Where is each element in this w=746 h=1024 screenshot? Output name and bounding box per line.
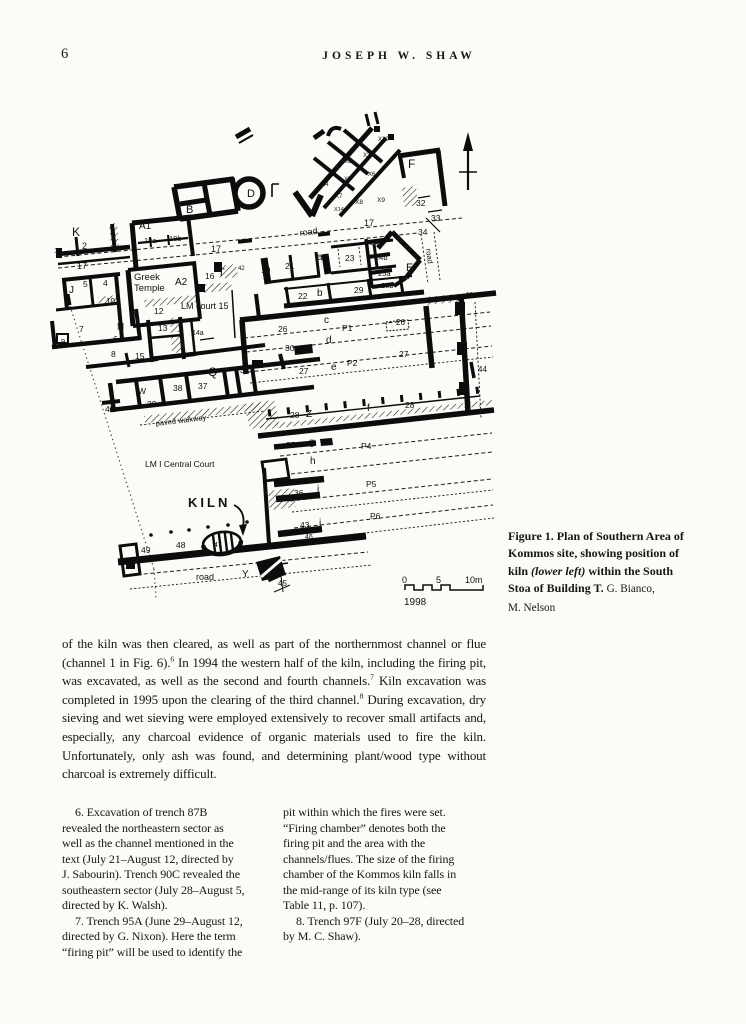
- plan-label: 34: [418, 227, 428, 237]
- plan-label: 18b: [169, 234, 182, 243]
- plan-label: h: [310, 456, 316, 467]
- plan-label: 27: [399, 349, 409, 359]
- plan-label: 31: [240, 365, 250, 375]
- plan-label: 33: [431, 213, 441, 223]
- plan-label: J: [69, 285, 74, 296]
- plan-label: 1998: [404, 597, 427, 608]
- plan-label: 10: [106, 297, 115, 306]
- north-arrow-icon: [459, 132, 477, 190]
- footnote-column-left: [62, 805, 283, 960]
- plan-label: 37: [198, 381, 208, 391]
- kiln-arrow: [234, 505, 244, 527]
- footnote-line: pit within which the fires were set.: [283, 805, 446, 819]
- body-text: In 1994 the western half of the kiln, including the firing pit, was excavated, as well as the second and fourth channels.: [62, 654, 487, 689]
- plan-label: 29: [354, 285, 364, 295]
- plan-labels: [54, 137, 487, 608]
- footnote-line: J. Sabourin). Trench 90C revealed the: [62, 867, 240, 881]
- plan-label: 5: [83, 279, 88, 289]
- plan-label: 24b: [375, 253, 388, 262]
- plan-label: D: [247, 188, 255, 200]
- footnote-ref: 7: [370, 672, 375, 682]
- footnote-line: directed by G. Nixon). Here the term: [62, 929, 236, 943]
- plan-label: 3: [111, 233, 116, 242]
- plan-label: 16: [205, 271, 215, 281]
- page-number: 6: [61, 46, 69, 62]
- plan-label: c: [324, 315, 329, 326]
- plan-label: 13: [158, 323, 168, 333]
- plan-label: P1: [342, 323, 353, 333]
- plan-label: 44: [478, 365, 487, 374]
- plan-label: 49: [141, 545, 151, 555]
- plan-label: 24a: [370, 238, 383, 247]
- plan-label: LM I Central Court: [145, 459, 215, 469]
- plan-label: 18a: [144, 236, 157, 245]
- plan-label: 25b: [381, 281, 394, 290]
- plan-label: 10m: [465, 575, 483, 585]
- plan-label: 46: [305, 534, 313, 541]
- plan-label: X6: [368, 172, 376, 178]
- caption-line: Figure 1. Plan of Southern Area of: [508, 529, 684, 543]
- plan-label: 36: [294, 488, 304, 498]
- plan-label: X7: [335, 194, 343, 200]
- plan-label: Z: [306, 409, 313, 420]
- plan-label: 30: [285, 343, 295, 353]
- plan-label: f: [367, 403, 370, 414]
- site-plan-figure: [28, 106, 500, 620]
- footnote-ref: 8: [359, 691, 364, 701]
- plan-label: 12: [154, 306, 164, 316]
- body-text: of the kiln was then cleared, as well as part of the northernmost channel or flue (channel 1 in Fig. 6).: [62, 636, 486, 670]
- plan-label: 9: [61, 337, 66, 346]
- plan-label: X9: [377, 197, 385, 204]
- footnote-line: by M. C. Shaw).: [283, 929, 361, 943]
- plan-label: P2: [347, 358, 358, 368]
- plan-label: P5: [366, 479, 377, 489]
- plan-label: A2: [175, 277, 188, 288]
- plan-label: e: [331, 362, 337, 373]
- plan-label: X8: [355, 199, 363, 206]
- plan-label: i: [317, 484, 320, 495]
- plan-label: 23: [345, 253, 355, 263]
- plan-label: 27: [299, 366, 309, 376]
- plan-label: 6: [113, 334, 118, 344]
- plan-label: 8: [111, 349, 116, 359]
- plan-label: X5: [344, 177, 352, 183]
- footnote-line: “Firing chamber” denotes both the: [283, 820, 446, 835]
- footnote-line: 8. Trench 97F (July 20–28, directed: [296, 913, 465, 928]
- plan-label: 7: [79, 324, 84, 334]
- plan-label: 35: [286, 440, 296, 450]
- plan-label: 25a: [378, 269, 391, 278]
- plan-label: N: [117, 322, 125, 333]
- plan-label: b: [317, 288, 323, 299]
- plan-label: B: [186, 204, 194, 216]
- plan-label: X3: [363, 153, 371, 159]
- plan-label: 4: [103, 278, 108, 288]
- plan-label: 2: [82, 241, 88, 251]
- plan-label: A1: [139, 221, 152, 232]
- caption-line: Stoa of Building T. G. Bianco,: [508, 581, 655, 596]
- plan-label: W: [138, 386, 147, 396]
- plan-label: 32: [416, 198, 426, 208]
- footnote-ref: 6: [170, 654, 175, 664]
- footnote-line: directed by K. Walsh).: [62, 898, 168, 912]
- footnote-line: the mid-range of its kiln type (see: [283, 882, 442, 897]
- plan-label: 41: [465, 290, 474, 299]
- figure-caption: [508, 528, 684, 617]
- plan-label: X14: [334, 207, 344, 213]
- footnote-line: chamber of the Kommos kiln falls in: [283, 867, 457, 881]
- plan-label: 48: [176, 540, 186, 550]
- plan-label: 17: [364, 218, 375, 228]
- running-head: JOSEPH W. SHAW: [322, 50, 476, 62]
- plan-label: road: [299, 225, 319, 238]
- plan-label: T: [218, 267, 225, 279]
- plan-label: 42: [238, 266, 245, 272]
- footnote-line: firing pit and the area with the: [283, 836, 426, 850]
- plan-label: 26: [396, 318, 405, 327]
- plan-label: 39: [147, 399, 157, 409]
- plan-label: 1: [54, 246, 59, 255]
- plan-label: 15: [135, 351, 145, 361]
- plan-label: 14a: [192, 330, 204, 337]
- plan-label: K: [72, 225, 81, 239]
- caption-line: kiln (lower left) within the South: [508, 563, 674, 578]
- plan-label: 26: [278, 324, 288, 334]
- caption-line: Kommos site, showing position of: [508, 546, 680, 561]
- footnote-column-right: [283, 805, 503, 945]
- footnote-line: channels/flues. The size of the firing: [283, 851, 455, 866]
- footnote-line: text (July 21–August 12, directed by: [62, 851, 234, 866]
- plan-label: 17: [77, 261, 88, 271]
- plan-label: d: [326, 335, 332, 346]
- footnote-line: Table 11, p. 107).: [283, 898, 366, 912]
- plan-label: X4: [321, 182, 329, 188]
- plan-label: Greek: [134, 272, 160, 283]
- plan-label: LM court 15: [181, 301, 229, 311]
- caption-line: M. Nelson: [508, 601, 556, 614]
- plan-label: 38: [173, 383, 183, 393]
- plan-label: j: [319, 518, 322, 529]
- footnote-line: 7. Trench 95A (June 29–August 12,: [75, 913, 243, 928]
- plan-label: 5: [436, 575, 442, 585]
- plan-label: Y: [242, 569, 249, 580]
- plan-label: X2: [345, 159, 353, 165]
- plan-label: Temple: [134, 283, 165, 294]
- body-text: Kiln excavation was completed in 1995 upon the clearing of the third channel.: [62, 673, 487, 707]
- plan-label: 43: [300, 520, 310, 530]
- plan-label: 19: [261, 265, 271, 275]
- plan-label: 28: [290, 410, 300, 420]
- plan-label: P4: [361, 441, 372, 451]
- plan-label: E: [406, 262, 414, 274]
- plan-walls: [52, 112, 496, 598]
- plan-label: road: [424, 248, 435, 265]
- plan-label: road: [196, 572, 215, 582]
- plan-label: Q: [208, 365, 218, 379]
- footnote-line: 6. Excavation of trench 87B: [75, 805, 208, 819]
- plan-label: 47: [214, 542, 222, 549]
- footnote-line: “firing pit” will be used to identify the: [62, 944, 243, 959]
- plan-label: P6: [370, 511, 381, 521]
- plan-label: F: [408, 157, 416, 171]
- plan-label: 21: [285, 261, 295, 271]
- plan-label: g: [309, 437, 315, 448]
- footnote-line: southeastern sector (July 28–August 5,: [62, 882, 245, 897]
- plan-label: 28: [405, 400, 415, 410]
- body-text: During excavation, dry sieving and wet sieving were employed extensively to recover small artifacts and, especially, any charcoal evidence of organic materials used to fire the kiln. Unfortunately, only ash was found, and determining plant/wood type without charcoal is extremely difficult.: [62, 691, 486, 782]
- footnote-line: well as the channel mentioned in the: [62, 836, 234, 850]
- plan-label: 40: [105, 404, 115, 414]
- plan-label: 17: [211, 244, 222, 254]
- plan-label: paved walkway: [155, 412, 207, 428]
- footnote-line: revealed the northeastern sector as: [62, 820, 224, 835]
- plan-label: KILN: [188, 495, 231, 510]
- plan-label: a: [317, 252, 323, 263]
- plan-label: 22: [298, 291, 308, 301]
- scale-bar: [405, 585, 483, 590]
- plan-label: X10: [378, 137, 389, 143]
- plan-label: 45: [278, 579, 287, 588]
- plan-label: 0: [402, 575, 408, 585]
- body-paragraph: [62, 635, 486, 784]
